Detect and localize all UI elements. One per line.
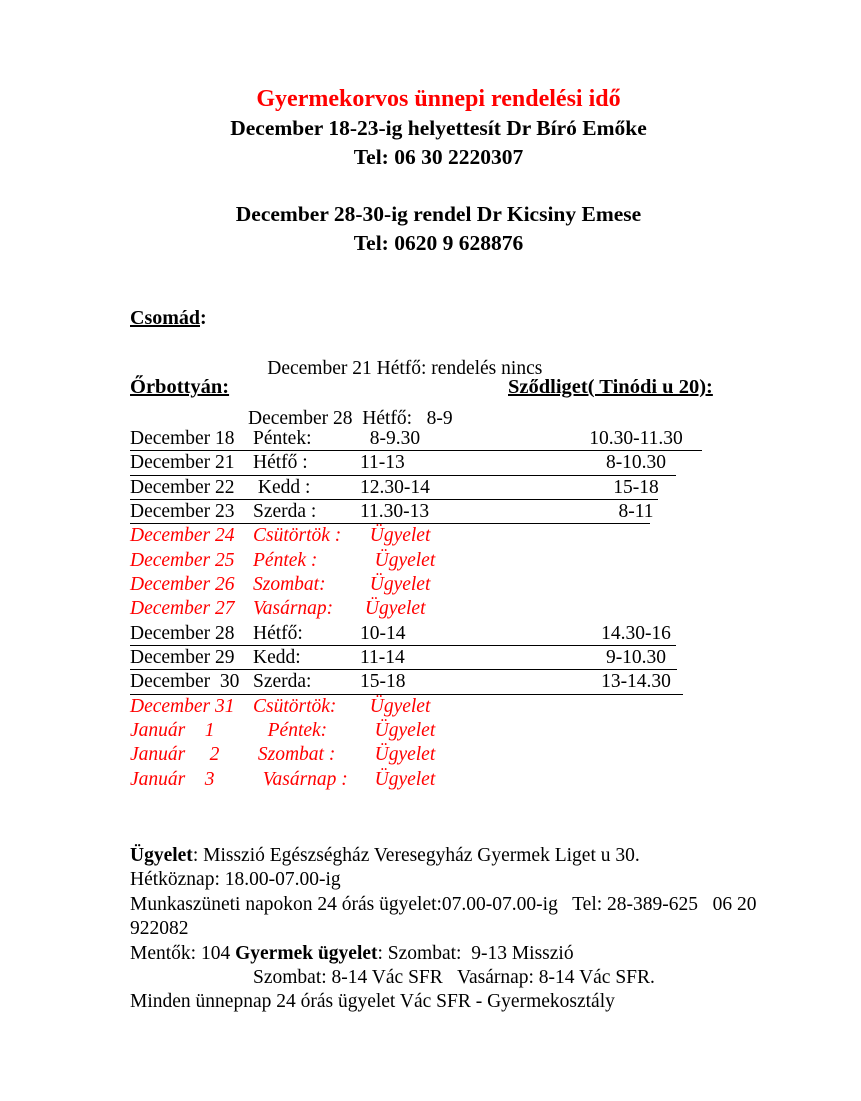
document-header	[0, 84, 861, 258]
schedule-time-szodliget: 15-18	[613, 476, 659, 498]
schedule-date: December 23	[130, 501, 235, 523]
schedule-date: Január 2	[130, 744, 220, 766]
schedule-row-duty	[130, 696, 730, 720]
schedule-time-szodliget: 8-11	[618, 501, 654, 523]
schedule-day: Péntek :	[253, 549, 318, 571]
csomad-label: Csomád:	[130, 307, 207, 329]
schedule-date: December 28	[130, 622, 235, 644]
schedule-row-duty	[130, 550, 730, 574]
weekend-duty-line: Szombat: 8-14 Vác SFR Vasárnap: 8-14 Vác SFR.	[253, 967, 655, 989]
schedule-row-duty	[130, 720, 730, 744]
substitute-phone: Tel: 06 30 2220307	[353, 145, 524, 169]
csomad-section	[130, 306, 542, 431]
schedule-row	[130, 647, 730, 671]
schedule-time-szodliget: 13-14.30	[601, 671, 671, 693]
schedule-duty-label: Ügyelet	[360, 525, 431, 547]
schedule-time-szodliget: 9-10.30	[605, 647, 667, 669]
schedule-date: December 30	[130, 671, 240, 693]
row-underline	[130, 499, 658, 500]
schedule-row-duty	[130, 598, 730, 622]
schedule-day: Péntek:	[253, 720, 328, 742]
schedule-duty-label: Ügyelet	[360, 695, 431, 717]
row-underline	[130, 669, 677, 670]
schedule-date: December 26	[130, 574, 235, 596]
schedule-row-duty	[130, 744, 730, 768]
schedule-time-szodliget: 14.30-16	[601, 622, 671, 644]
schedule-day: Csütörtök :	[253, 525, 342, 547]
schedule-date: December 31	[130, 695, 235, 717]
schedule-row	[130, 477, 730, 501]
heading-orbottyan: Őrbottyán:	[130, 376, 230, 398]
schedule-row-duty	[130, 574, 730, 598]
phone-continuation-line: 922082	[130, 918, 189, 940]
schedule-day: Csütörtök:	[253, 695, 337, 717]
schedule-day: Szerda:	[253, 671, 312, 693]
schedule-day: Szerda :	[253, 501, 317, 523]
schedule-day: Hétfő :	[253, 452, 308, 474]
duty-info-footer	[130, 844, 770, 1015]
holiday-duty-line: Minden ünnepnap 24 órás ügyelet Vác SFR - Gyermekosztály	[130, 991, 615, 1013]
schedule-date: December 18	[130, 428, 235, 449]
row-underline	[130, 645, 676, 646]
row-underline	[130, 523, 650, 524]
child-duty-label: Gyermek ügyelet	[235, 942, 378, 964]
schedule-time-orbottyan: 15-18	[360, 671, 406, 693]
location-headings	[0, 376, 861, 402]
schedule-row-duty	[130, 525, 730, 549]
schedule-time-orbottyan: 11-14	[360, 647, 405, 669]
schedule-day: Hétfő:	[253, 622, 303, 644]
schedule-duty-label: Ügyelet	[360, 744, 436, 766]
substitute-line: December 18-23-ig helyettesít Dr Bíró Emőke	[230, 116, 647, 140]
schedule-day: Vasárnap :	[253, 768, 348, 790]
schedule-duty-label: Ügyelet	[360, 549, 436, 571]
schedule-row	[130, 623, 730, 647]
schedule-row	[130, 452, 730, 476]
schedule-duty-label: Ügyelet	[360, 768, 436, 790]
schedule-time-orbottyan: 11.30-13	[360, 501, 430, 523]
row-underline	[130, 694, 683, 695]
schedule-date: December 27	[130, 598, 235, 620]
schedule-day: Péntek:	[253, 428, 312, 449]
schedule-date: December 24	[130, 525, 235, 547]
schedule-row	[130, 501, 730, 525]
schedule-time-orbottyan: 11-13	[360, 452, 405, 474]
schedule-date: Január 1	[130, 720, 215, 742]
weekday-hours-line: Hétköznap: 18.00-07.00-ig	[130, 869, 341, 891]
schedule-day: Kedd :	[253, 476, 311, 498]
row-underline	[130, 450, 702, 451]
header-spacer	[8, 172, 861, 200]
holiday-hours-line: Munkaszüneti napokon 24 órás ügyelet:07.00-07.00-ig Tel: 28-389-625 06 20	[130, 893, 757, 915]
schedule-duty-label: Ügyelet	[360, 574, 431, 596]
duty-label: Ügyelet	[130, 845, 193, 866]
row-underline	[130, 475, 676, 476]
schedule-time-szodliget: 8-10.30	[605, 452, 667, 474]
ambulance-line: Mentők: 104 Gyermek ügyelet: Szombat: 9-13 Misszió	[130, 942, 574, 964]
schedule-table	[130, 428, 730, 793]
duty-address-line: Ügyelet: Misszió Egészségház Veresegyház Gyermek Liget u 30.	[130, 845, 640, 866]
schedule-row	[130, 428, 730, 452]
schedule-date: December 29	[130, 647, 235, 669]
csomad-line-2: December 28 Hétfő: 8-9	[248, 408, 453, 429]
doc-title: Gyermekorvos ünnepi rendelési idő	[256, 86, 621, 112]
schedule-duty-label: Ügyelet	[360, 598, 426, 620]
schedule-time-orbottyan: 10-14	[360, 622, 406, 644]
schedule-row-duty	[130, 769, 730, 793]
schedule-day: Szombat :	[253, 744, 336, 766]
schedule-date: Január 3	[130, 768, 215, 790]
rendel-phone: Tel: 0620 9 628876	[353, 231, 524, 255]
csomad-line-1-text: December 21 Hétfő: rendelés nincs	[267, 358, 543, 379]
rendel-line: December 28-30-ig rendel Dr Kicsiny Emese	[235, 202, 642, 226]
schedule-time-szodliget: 10.30-11.30	[589, 428, 683, 449]
schedule-row	[130, 671, 730, 695]
schedule-date: December 22	[130, 476, 235, 498]
schedule-day: Vasárnap:	[253, 598, 334, 620]
schedule-date: December 21	[130, 452, 235, 474]
schedule-day: Kedd:	[253, 647, 301, 669]
schedule-duty-label: Ügyelet	[360, 720, 436, 742]
schedule-day: Szombat:	[253, 574, 326, 596]
schedule-date: December 25	[130, 549, 235, 571]
schedule-time-orbottyan: 12.30-14	[360, 476, 430, 498]
schedule-time-orbottyan: 8-9.30	[360, 428, 421, 449]
heading-szodliget: Sződliget( Tinódi u 20):	[508, 376, 713, 398]
